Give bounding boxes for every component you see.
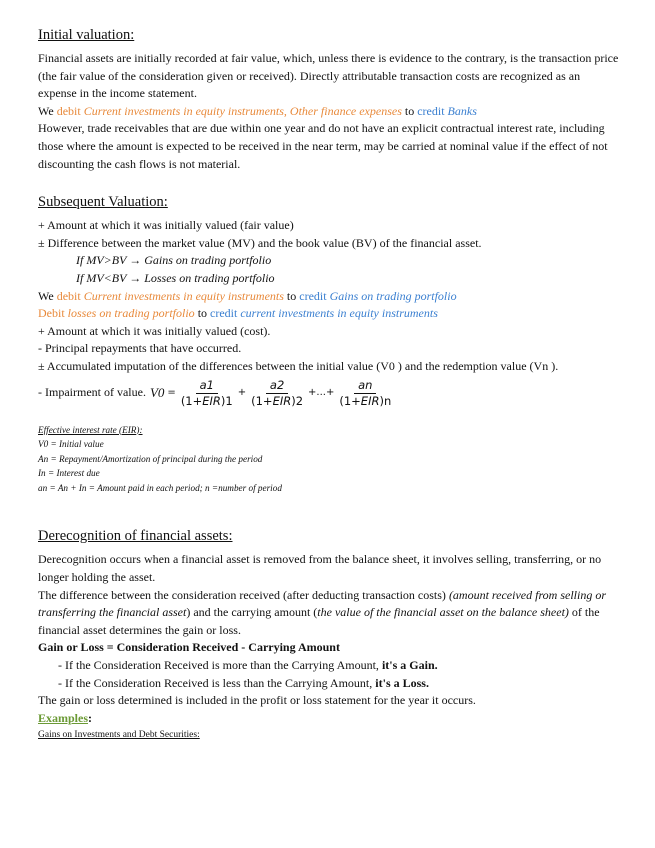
notes-heading: Effective interest rate (EIR):	[38, 424, 143, 435]
examples-subheading: Gains on Investments and Debt Securities:	[38, 730, 200, 741]
note-item: V0 = Initial value	[38, 439, 104, 450]
list-line: + Amount at which it was initially valued (cost).	[38, 323, 271, 338]
formula-term: $\frac{a2}{\text{(1+EIR)2}}$	[251, 377, 304, 408]
document-page	[38, 26, 620, 745]
bullet-line: - If the Consideration Received is more than the Carrying Amount, it's a Gain.	[58, 658, 438, 673]
paragraph: Derecognition occurs when a financial asset is removed from the balance sheet, it involves selling, transferring, or no longer holding the asset.	[38, 552, 602, 585]
list-line: - Principal repayments that have occurred.	[38, 341, 242, 356]
note-item: An = Repayment/Amortization of principal during the period	[38, 453, 263, 464]
section-title-derecognition: Derecognition of financial assets:	[38, 528, 233, 545]
list-line: + Amount at which it was initially valued (fair value)	[38, 218, 294, 233]
condition-line: If MV>BV → Gains on trading portfolio	[76, 253, 272, 268]
paragraph: However, trade receivables that are due within one year and do not have an explicit contractual interest rate, including those where the amount is expected to be received in the near term, may be carried at nominal value if the effect of not discounting the cash flows is not material.	[38, 121, 608, 171]
note-item: In = Interest due	[38, 468, 100, 479]
list-line: ± Accumulated imputation of the differences between the initial value (V0 ) and the redemption value (Vn ).	[38, 358, 559, 373]
present-value-formula: - Impairment of value. V0 = $\frac{a1}{\text{(1+EIR)1}}$ + $\frac{a2}{\text{(1+EIR)2}}$ +...+ $\frac{an}{\text{(1+EIR)n}}$	[38, 377, 392, 408]
note-item: an = An + In = Amount paid in each period; n =number of period	[38, 482, 282, 493]
section-title-initial-valuation: Initial valuation:	[38, 27, 135, 43]
formula-term: $\frac{an}{\text{(1+EIR)n}}$	[339, 377, 392, 408]
eir-notes	[38, 423, 620, 496]
section-title-subsequent-valuation: Subsequent Valuation:	[38, 194, 168, 211]
condition-line: If MV<BV → Losses on trading portfolio	[76, 270, 275, 285]
journal-entry: We debit Current investments in equity instruments, Other finance expenses to credit Banks	[38, 103, 477, 118]
journal-entry: Debit losses on trading portfolio to credit current investments in equity instruments	[38, 306, 438, 321]
gain-loss-formula: Gain or Loss = Consideration Received - Carrying Amount	[38, 640, 340, 655]
examples-heading: Examples:	[38, 710, 93, 725]
paragraph: Financial assets are initially recorded at fair value, which, unless there is evidence to the contrary, is the transaction price (the fair value of the consideration given or received). Directly attributable transaction costs are recognized as an expense in the income statement.	[38, 51, 619, 101]
paragraph: The gain or loss determined is included in the profit or loss statement for the year it occurs.	[38, 693, 476, 708]
list-line: ± Difference between the market value (MV) and the book value (BV) of the financial asset.	[38, 235, 482, 250]
paragraph: The difference between the consideration received (after deducting transaction costs) (amount received from selling or transferring the financial asset) and the carrying amount (the value of the financial asset on the balance sheet) of the financial asset determines the gain or loss.	[38, 587, 607, 637]
bullet-line: - If the Consideration Received is less than the Carrying Amount, it's a Loss.	[58, 675, 429, 690]
journal-entry: We debit Current investments in equity instruments to credit Gains on trading portfolio	[38, 288, 457, 303]
formula-term: $\frac{a1}{\text{(1+EIR)1}}$	[180, 377, 233, 408]
